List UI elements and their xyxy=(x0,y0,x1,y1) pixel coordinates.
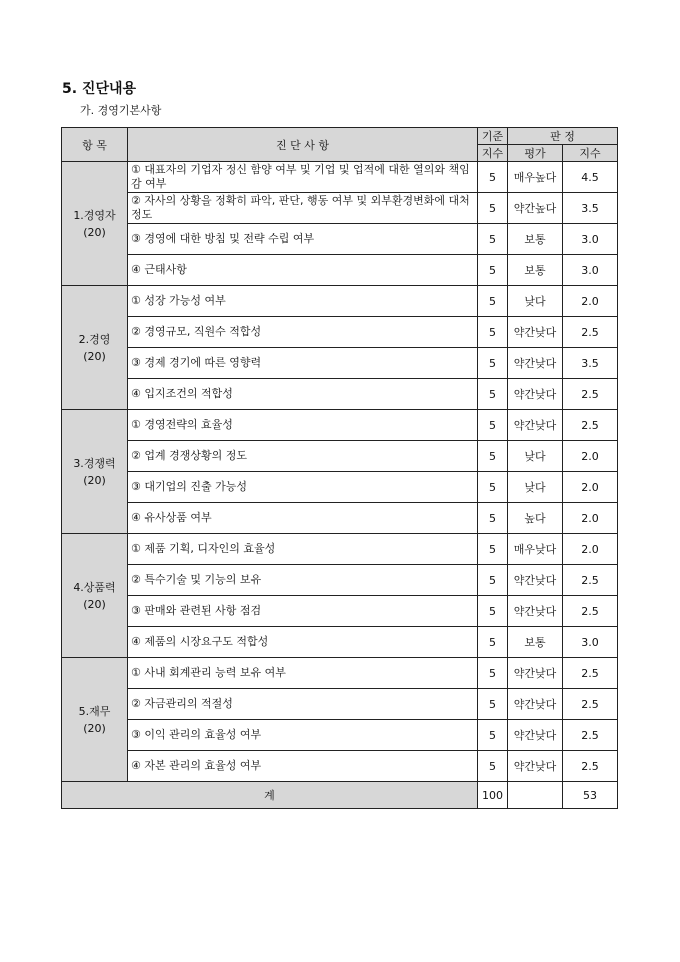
diagnosis-item: ② 특수기술 및 기능의 보유 xyxy=(128,565,478,596)
score: 2.5 xyxy=(563,410,618,441)
diagnosis-item: ④ 근태사항 xyxy=(128,255,478,286)
table-row xyxy=(62,317,618,348)
category-label: 2.경영 xyxy=(78,332,111,346)
evaluation: 높다 xyxy=(508,503,563,534)
diagnosis-item: ④ 유사상품 여부 xyxy=(128,503,478,534)
subsection-title: 가. 경영기본사항 xyxy=(80,104,162,117)
base-index: 5 xyxy=(478,596,508,627)
header-base-line1: 기준 xyxy=(478,128,508,145)
score: 2.5 xyxy=(563,658,618,689)
diagnosis-item: ① 사내 회계관리 능력 보유 여부 xyxy=(128,658,478,689)
base-index: 5 xyxy=(478,720,508,751)
evaluation: 매우높다 xyxy=(508,162,563,193)
evaluation: 보통 xyxy=(508,255,563,286)
header-item: 항 목 xyxy=(62,128,128,162)
score: 3.5 xyxy=(563,193,618,224)
header-judgment: 판 정 xyxy=(508,128,618,145)
score: 3.5 xyxy=(563,348,618,379)
table-row xyxy=(62,627,618,658)
score: 3.0 xyxy=(563,255,618,286)
evaluation: 낮다 xyxy=(508,472,563,503)
table-row xyxy=(62,658,618,689)
table-body xyxy=(62,162,618,809)
table-row xyxy=(62,596,618,627)
score: 3.0 xyxy=(563,627,618,658)
table-row xyxy=(62,503,618,534)
score: 3.0 xyxy=(563,224,618,255)
evaluation: 낮다 xyxy=(508,286,563,317)
table-row xyxy=(62,441,618,472)
base-index: 5 xyxy=(478,193,508,224)
diagnosis-item: ② 업계 경쟁상황의 정도 xyxy=(128,441,478,472)
header-base-line2: 지수 xyxy=(478,145,508,162)
evaluation: 약간낮다 xyxy=(508,658,563,689)
total-score: 53 xyxy=(563,782,618,809)
table-row xyxy=(62,534,618,565)
score: 2.5 xyxy=(563,379,618,410)
section-title: 5. 진단내용 xyxy=(62,81,137,97)
table-row xyxy=(62,348,618,379)
evaluation: 약간낮다 xyxy=(508,720,563,751)
base-index: 5 xyxy=(478,534,508,565)
diagnosis-item: ④ 제품의 시장요구도 적합성 xyxy=(128,627,478,658)
base-index: 5 xyxy=(478,689,508,720)
base-index: 5 xyxy=(478,441,508,472)
diagnosis-item: ② 자사의 상황을 정확히 파악, 판단, 행동 여부 및 외부환경변화에 대처 정도 xyxy=(128,193,478,224)
total-row xyxy=(62,782,618,809)
score: 2.0 xyxy=(563,472,618,503)
diagnosis-item: ① 대표자의 기업자 정신 함양 여부 및 기업 및 업적에 대한 열의와 책임감 여부 xyxy=(128,162,478,193)
base-index: 5 xyxy=(478,410,508,441)
score: 2.0 xyxy=(563,534,618,565)
evaluation: 보통 xyxy=(508,627,563,658)
table-row xyxy=(62,379,618,410)
evaluation: 약간낮다 xyxy=(508,379,563,410)
evaluation: 약간낮다 xyxy=(508,317,563,348)
score: 2.5 xyxy=(563,565,618,596)
diagnosis-item: ① 경영전략의 효율성 xyxy=(128,410,478,441)
header-content: 진 단 사 항 xyxy=(128,128,478,162)
table-row xyxy=(62,472,618,503)
diagnosis-item: ④ 입지조건의 적합성 xyxy=(128,379,478,410)
diagnosis-item: ③ 판매와 관련된 사항 점검 xyxy=(128,596,478,627)
diagnosis-item: ③ 대기업의 진출 가능성 xyxy=(128,472,478,503)
category-label: 5.재무 xyxy=(78,704,111,718)
category-label: 3.경쟁력 xyxy=(73,456,116,470)
table-row xyxy=(62,720,618,751)
diagnosis-item: ④ 자본 관리의 효율성 여부 xyxy=(128,751,478,782)
diagnosis-item: ① 제품 기획, 디자인의 효율성 xyxy=(128,534,478,565)
base-index: 5 xyxy=(478,348,508,379)
category-points: (20) xyxy=(83,597,106,611)
category-cell xyxy=(62,286,128,410)
score: 2.5 xyxy=(563,596,618,627)
diagnosis-item: ③ 이익 관리의 효율성 여부 xyxy=(128,720,478,751)
evaluation: 약간높다 xyxy=(508,193,563,224)
category-points: (20) xyxy=(83,721,106,735)
evaluation: 약간낮다 xyxy=(508,751,563,782)
total-eval xyxy=(508,782,563,809)
diagnosis-item: ② 자금관리의 적절성 xyxy=(128,689,478,720)
category-cell xyxy=(62,162,128,286)
score: 2.5 xyxy=(563,751,618,782)
base-index: 5 xyxy=(478,627,508,658)
table-row xyxy=(62,286,618,317)
category-points: (20) xyxy=(83,225,106,239)
base-index: 5 xyxy=(478,565,508,596)
header-index: 지수 xyxy=(563,145,618,162)
diagnosis-item: ① 성장 가능성 여부 xyxy=(128,286,478,317)
score: 2.0 xyxy=(563,503,618,534)
table-row xyxy=(62,565,618,596)
table-row xyxy=(62,193,618,224)
category-cell xyxy=(62,410,128,534)
evaluation: 약간낮다 xyxy=(508,410,563,441)
base-index: 5 xyxy=(478,162,508,193)
category-points: (20) xyxy=(83,473,106,487)
category-label: 4.상품력 xyxy=(73,580,116,594)
table-row xyxy=(62,410,618,441)
total-base: 100 xyxy=(478,782,508,809)
base-index: 5 xyxy=(478,503,508,534)
diagnosis-table xyxy=(61,127,618,809)
diagnosis-item: ③ 경제 경기에 따른 영향력 xyxy=(128,348,478,379)
evaluation: 약간낮다 xyxy=(508,689,563,720)
score: 2.5 xyxy=(563,317,618,348)
score: 2.0 xyxy=(563,286,618,317)
total-label: 계 xyxy=(62,782,478,809)
table-row xyxy=(62,751,618,782)
score: 2.5 xyxy=(563,720,618,751)
category-label: 1.경영자 xyxy=(73,208,116,222)
table-row xyxy=(62,689,618,720)
base-index: 5 xyxy=(478,658,508,689)
table-row xyxy=(62,162,618,193)
category-points: (20) xyxy=(83,349,106,363)
score: 2.0 xyxy=(563,441,618,472)
base-index: 5 xyxy=(478,224,508,255)
base-index: 5 xyxy=(478,472,508,503)
evaluation: 약간낮다 xyxy=(508,565,563,596)
evaluation: 약간낮다 xyxy=(508,596,563,627)
score: 4.5 xyxy=(563,162,618,193)
base-index: 5 xyxy=(478,255,508,286)
base-index: 5 xyxy=(478,317,508,348)
evaluation: 낮다 xyxy=(508,441,563,472)
header-evaluation: 평가 xyxy=(508,145,563,162)
base-index: 5 xyxy=(478,286,508,317)
evaluation: 약간낮다 xyxy=(508,348,563,379)
evaluation: 보통 xyxy=(508,224,563,255)
base-index: 5 xyxy=(478,379,508,410)
table-row xyxy=(62,224,618,255)
category-cell xyxy=(62,534,128,658)
score: 2.5 xyxy=(563,689,618,720)
category-cell xyxy=(62,658,128,782)
table-row xyxy=(62,255,618,286)
base-index: 5 xyxy=(478,751,508,782)
diagnosis-item: ③ 경영에 대한 방침 및 전략 수립 여부 xyxy=(128,224,478,255)
evaluation: 매우낮다 xyxy=(508,534,563,565)
diagnosis-item: ② 경영규모, 직원수 적합성 xyxy=(128,317,478,348)
